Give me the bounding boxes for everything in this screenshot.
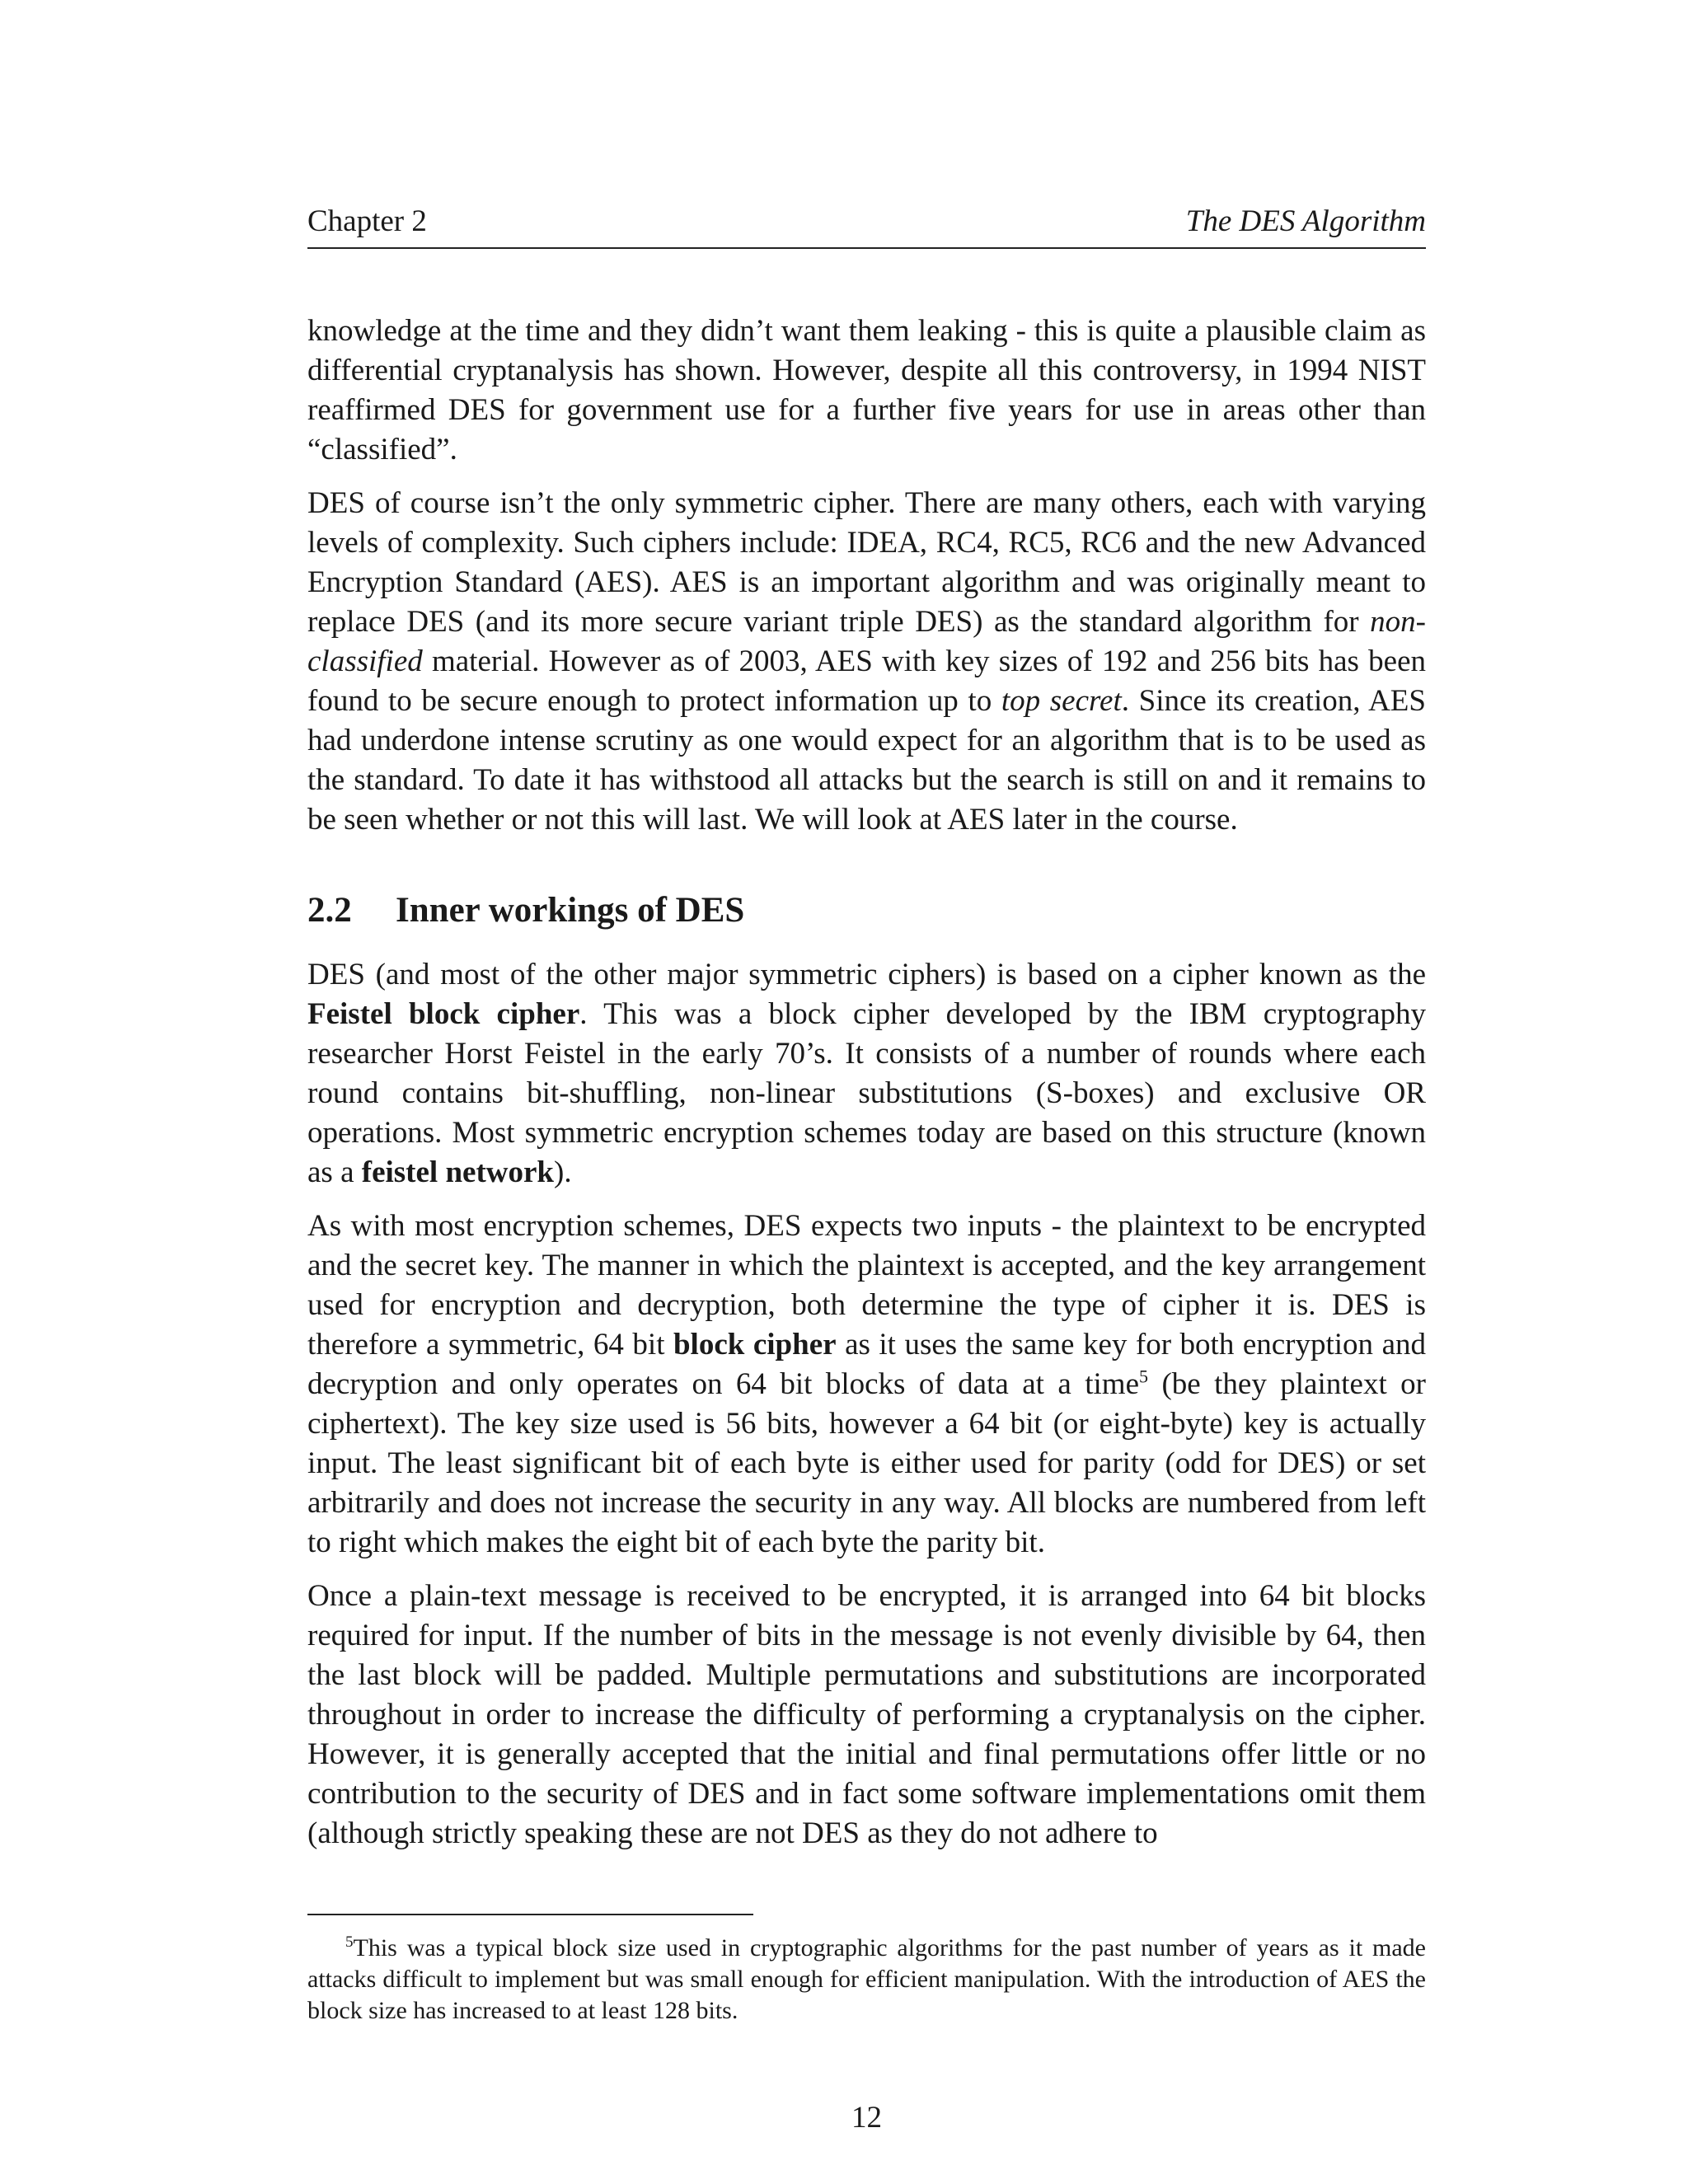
bold-feistel-block-cipher: Feistel block cipher (307, 997, 580, 1031)
emphasis-top-secret: top secret (1001, 684, 1122, 718)
bold-block-cipher: block cipher (673, 1328, 837, 1361)
paragraph-2-text-b: material. However as of 2003, AES with key sizes of 192 and 256 bits has been found to be secure enough to protect information up to (307, 644, 1426, 718)
section-heading (307, 888, 1426, 934)
emphasis-non-classified: non-classified (307, 605, 1426, 678)
paragraph-4-text-a: As with most encryption schemes, DES expects two inputs - the plaintext to be encrypted and the secret key. The manner in which the plaintext is accepted, and the key arrangement used for encryption and decryption, both determine the type of cipher it is. DES is therefore a symmetric, 64 bit (307, 1209, 1426, 1361)
paragraph-2-text-c: . Since its creation, AES had underdone intense scrutiny as one would expect for an algorithm that is to be used as the standard. To date it has withstood all attacks but the search is still on and it remains to be seen whether or not this will last. We will look at AES later in the course. (307, 684, 1426, 837)
page-number: 12 (851, 2101, 882, 2135)
paragraph-3 (307, 955, 1426, 1193)
running-header (307, 201, 1426, 249)
footnote-text: This was a typical block size used in cryptographic algorithms for the past number of years as it made attacks difficult to implement but was small enough for efficient manipulation. With the introduction of AES the block size has increased to at least 128 bits. (307, 1934, 1426, 2024)
paragraph-1: knowledge at the time and they didn’t want them leaking - this is quite a plausible claim as differential cryptanalysis has shown. However, despite all this controversy, in 1994 NIST reaffirmed DES for government use for a further five years for use in areas other than “classified”. (307, 314, 1426, 466)
section-number: 2.2 (307, 891, 352, 930)
paragraph-2-text-a: DES of course isn’t the only symmetric cipher. There are many others, each with varying levels of complexity. Such ciphers include: IDEA, RC4, RC5, RC6 and the new Advanced Encryption Standard (AES). AES is an important algorithm and was originally meant to replace DES (and its more secure variant triple DES) as the standard algorithm for (307, 486, 1426, 639)
header-title: The DES Algorithm (1185, 204, 1426, 238)
document-page (307, 0, 1426, 2184)
footnote (307, 1933, 1426, 2027)
bold-feistel-network: feistel network (361, 1155, 554, 1189)
paragraph-3-text-b: . This was a block cipher developed by the IBM cryptography researcher Horst Feistel in the early 70’s. It consists of a number of rounds where each round contains bit-shuffling, non-linear substitutions (S-boxes) and exclusive OR operations. Most symmetric encryption schemes today are based on this structure (known as a (307, 997, 1426, 1189)
footnote-marker: 5 (345, 1933, 354, 1951)
footnote-reference[interactable]: 5 (1139, 1366, 1148, 1387)
paragraph-4 (307, 1207, 1426, 1563)
paragraph-2 (307, 484, 1426, 840)
paragraph-3-text-c: ). (554, 1155, 572, 1189)
header-chapter: Chapter 2 (307, 204, 427, 238)
section-title: Inner workings of DES (396, 891, 745, 930)
footnote-divider (307, 1914, 753, 1915)
body-text (307, 312, 1426, 1868)
paragraph-3-text-a: DES (and most of the other major symmetric ciphers) is based on a cipher known as the (307, 958, 1426, 991)
paragraph-4-text-b: as it uses the same key for both encryption and decryption and only operates on 64 bit blocks of data at a time (307, 1328, 1426, 1401)
paragraph-5: Once a plain-text message is received to be encrypted, it is arranged into 64 bit blocks required for input. If the number of bits in the message is not evenly divisible by 64, then the last block will be padded. Multiple permutations and substitutions are incorporated throughout in order to increase the difficulty of performing a cryptanalysis on the cipher. However, it is generally accepted that the initial and final permutations offer little or no contribution to the security of DES and in fact some software implementations omit them (although strictly speaking these are not DES as they do not adhere to (307, 1579, 1426, 1850)
paragraph-4-text-c: (be they plaintext or ciphertext). The key size used is 56 bits, however a 64 bit (or eight-byte) key is actually input. The least significant bit of each byte is either used for parity (odd for DES) or set arbitrarily and does not increase the security in any way. All blocks are numbered from left to right which makes the eight bit of each byte the parity bit. (307, 1367, 1427, 1559)
